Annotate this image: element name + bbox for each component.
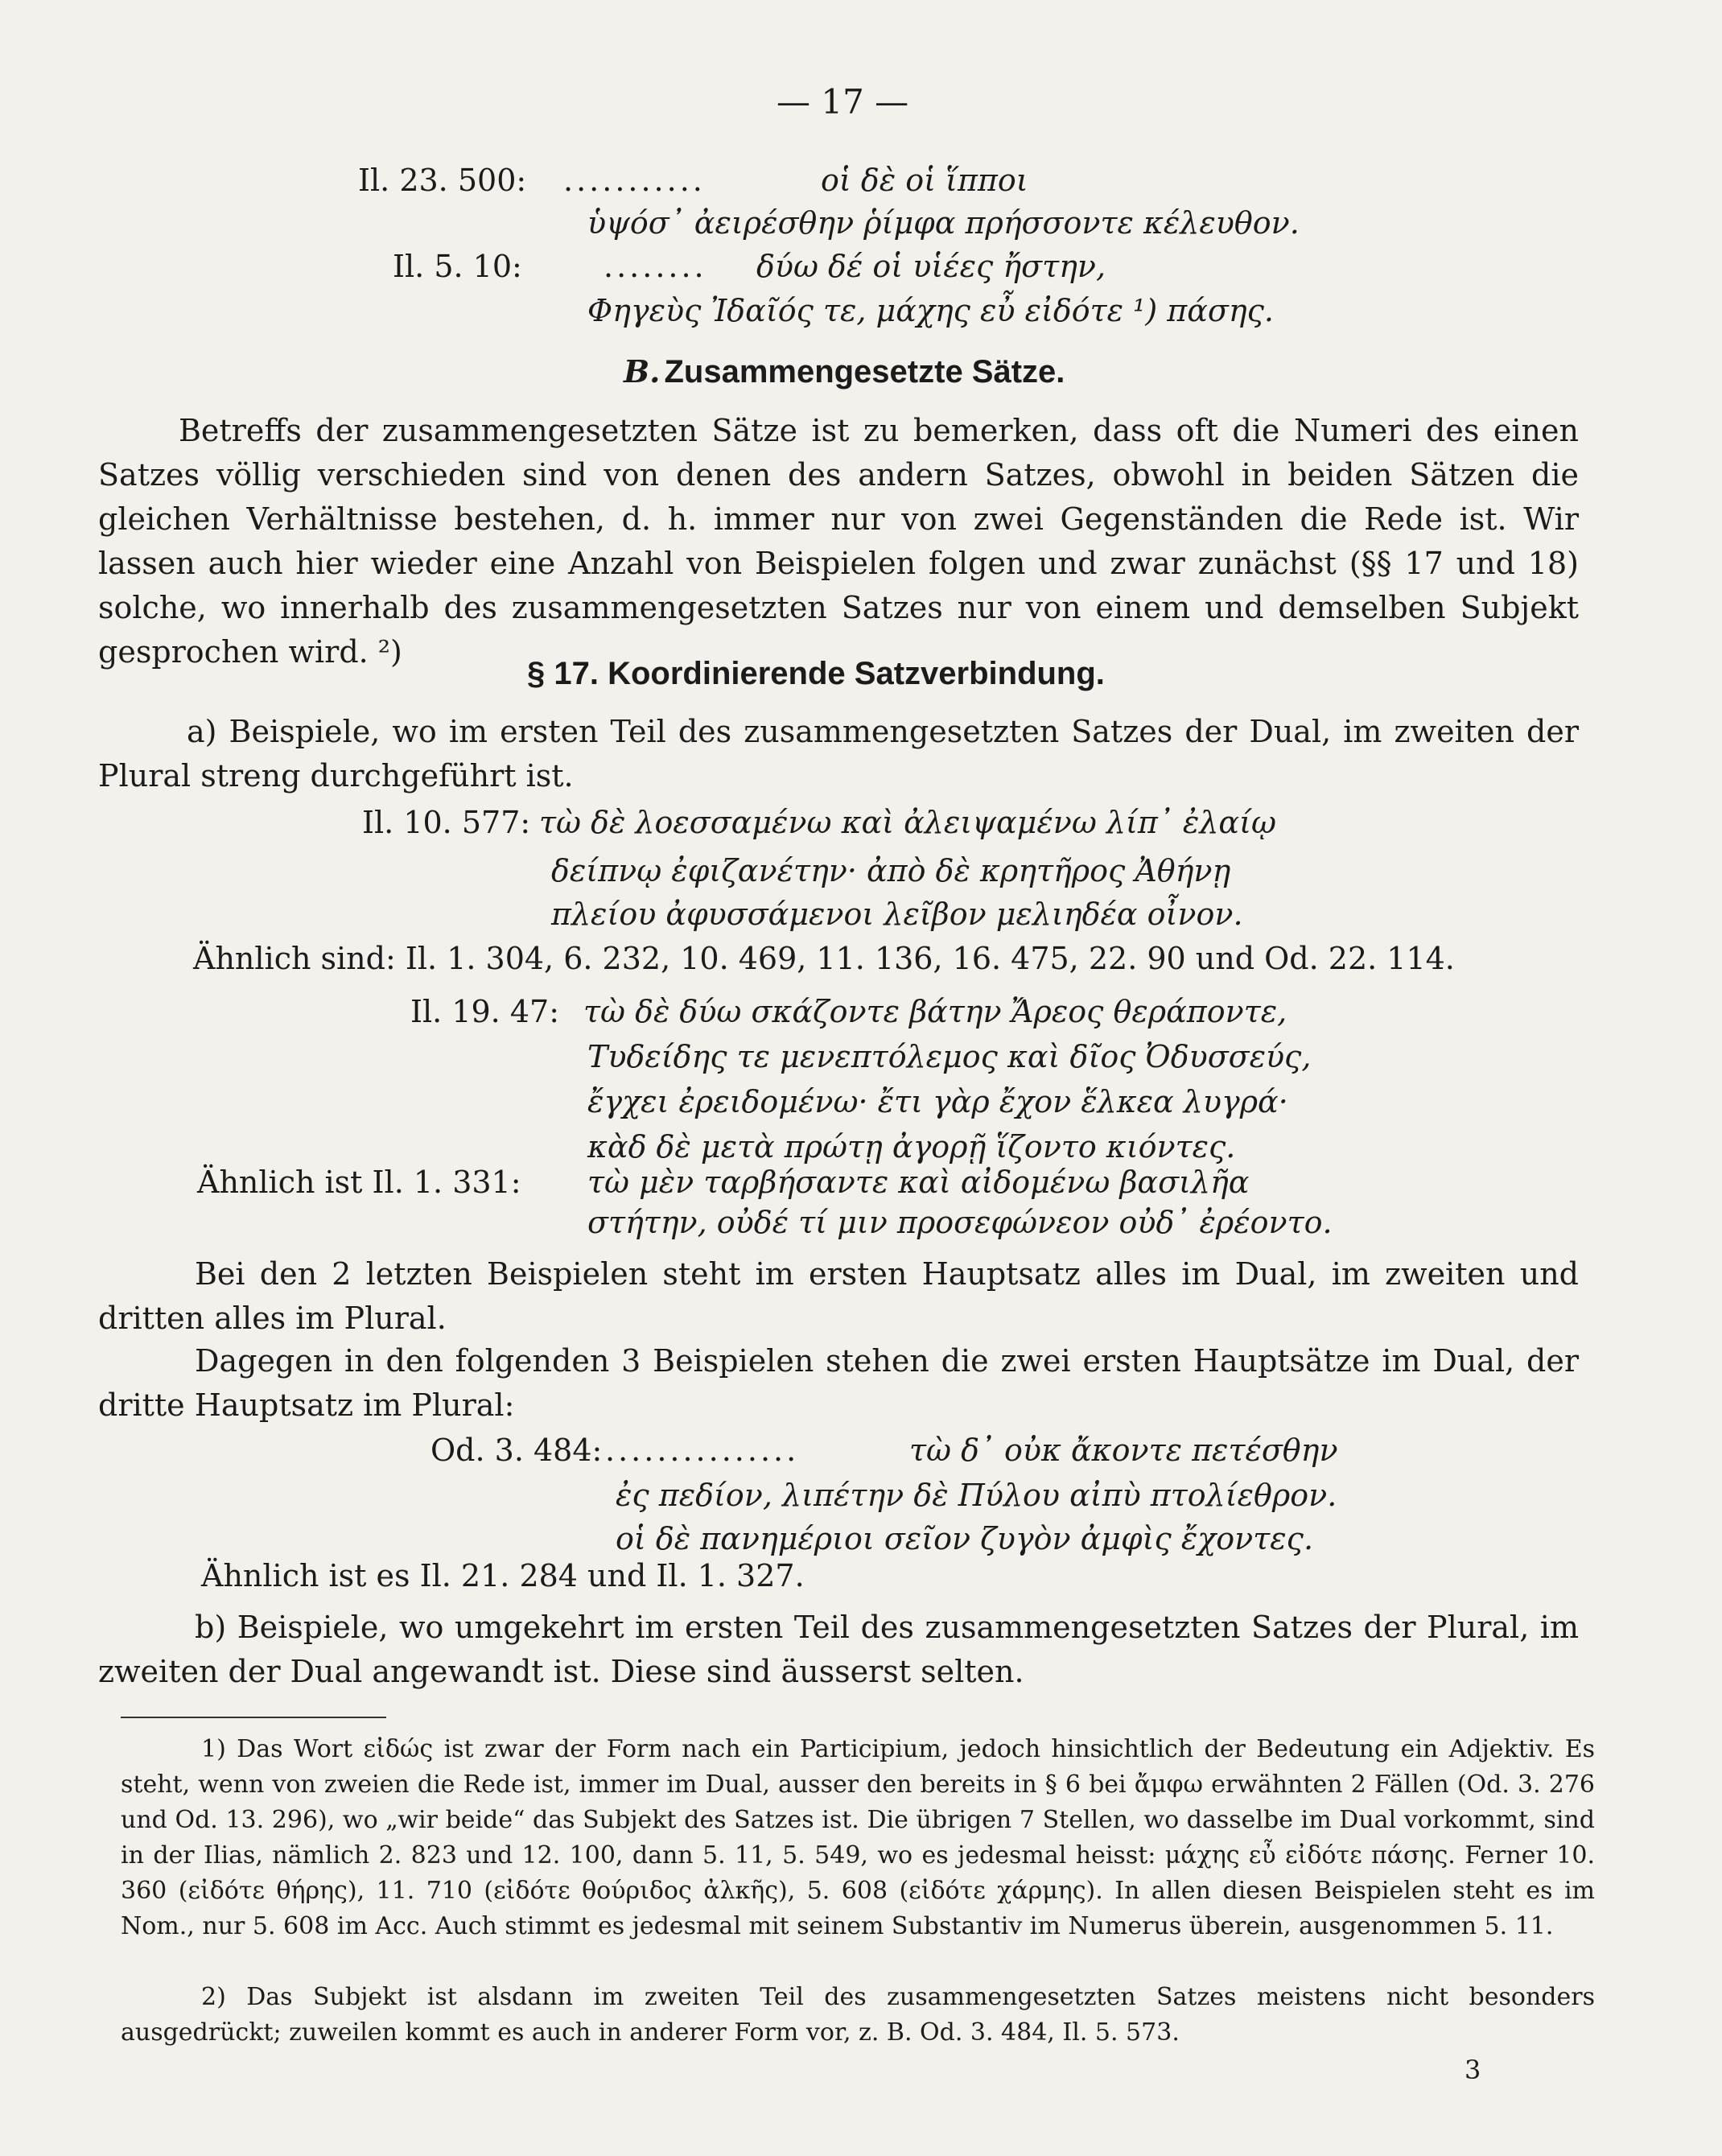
leader-dots: ...............: [605, 1433, 800, 1468]
greek-verse: τὼ δὲ δύω σκάζοντε βάτην Ἄρεος θεράποντε,: [583, 994, 1287, 1029]
greek-verse: Τυδείδης τε μενεπτόλεμος καὶ δῖος Ὀδυσσεύς,: [587, 1039, 1312, 1074]
greek-verse: ἔγχει ἐρειδομένω· ἔτι γὰρ ἔχον ἕλκεα λυγρά·: [587, 1084, 1288, 1119]
greek-verse: οἱ δὲ οἱ ἵπποι: [821, 163, 1028, 198]
similar-references: Ähnlich ist es Il. 21. 284 und Il. 1. 327.: [201, 1558, 805, 1593]
example-ref: Od. 3. 484:: [430, 1433, 603, 1468]
section-title: Zusammengesetzte Sätze.: [664, 354, 1065, 390]
paragraph-explanation: Bei den 2 letzten Beispielen steht im ersten Hauptsatz alles im Dual, im zweiten und dritten alles im Plural.: [98, 1256, 1579, 1336]
greek-verse: δείπνῳ ἐφιζανέτην· ἀπὸ δὲ κρητῆρος Ἀθήνῃ: [551, 853, 1231, 888]
leader-dots: ........: [604, 249, 707, 284]
greek-verse: στήτην, οὐδέ τί μιν προσεφώνεον οὐδ᾽ ἐρέοντο.: [587, 1205, 1333, 1240]
greek-verse: Φηγεὺς Ἰδαῖός τε, μάχης εὖ εἰδότε ¹) πάσης.: [587, 293, 1274, 328]
signature-mark: 3: [1465, 2055, 1481, 2085]
example-ref: Il. 19. 47:: [410, 994, 559, 1029]
greek-verse: τὼ δὲ λοεσσαμένω καὶ ἀλειψαμένω λίπ᾽ ἐλαίῳ: [539, 805, 1276, 840]
leader-dots: ...........: [563, 163, 706, 198]
paragraph-b: b) Beispiele, wo umgekehrt im ersten Teil des zusammengesetzten Satzes der Plural, im zweiten der Dual angewandt ist. Diese sind äusserst selten.: [98, 1610, 1579, 1689]
greek-verse: πλείου ἀφυσσάμενοι λεῖβον μελιηδέα οἶνον.: [551, 897, 1243, 932]
greek-verse: τὼ δ᾽ οὐκ ἄκοντε πετέσθην: [909, 1433, 1338, 1468]
section-heading-b: [624, 354, 1065, 390]
paragraph-intro: Betreffs der zusammengesetzten Sätze ist zu bemerken, dass oft die Numeri des einen Satzes völlig verschieden sind von denen des andern Satzes, obwohl in beiden Sätzen die gleichen Verhältnisse bestehen, d. h. immer nur von zwei Gegenständen die Rede ist. Wir lassen auch hier wieder eine Anzahl von Beispielen folgen und zwar zunächst (§§ 17 und 18) solche, wo innerhalb des zusammengesetzten Satzes nur von einem und demselben Subjekt gesprochen wird. ²): [98, 413, 1579, 670]
example-ref: Il. 5. 10:: [393, 249, 522, 284]
example-ref: Il. 10. 577:: [362, 805, 531, 840]
greek-verse: ὑψόσ᾽ ἀειρέσθην ῥίμφα πρήσσοντε κέλευθον.: [587, 205, 1300, 241]
similar-references: Ähnlich sind: Il. 1. 304, 6. 232, 10. 469, 11. 136, 16. 475, 22. 90 und Od. 22. 114.: [193, 941, 1455, 976]
example-ref: Il. 23. 500:: [358, 163, 527, 198]
greek-verse: δύω δέ οἱ υἱέες ἤστην,: [756, 249, 1106, 284]
paragraph-a: a) Beispiele, wo im ersten Teil des zusammengesetzten Satzes der Dual, im zweiten der Plural streng durchgeführt ist.: [98, 714, 1579, 794]
greek-verse: τὼ μὲν ταρβήσαντε καὶ αἰδομένω βασιλῆα: [587, 1165, 1250, 1200]
greek-verse: οἱ δὲ πανημέριοι σεῖον ζυγὸν ἀμφὶς ἔχοντες.: [616, 1521, 1314, 1556]
paragraph-dagegen: Dagegen in den folgenden 3 Beispielen stehen die zwei ersten Hauptsätze im Dual, der dritte Hauptsatz im Plural:: [98, 1343, 1579, 1423]
section-heading-17: § 17. Koordinierende Satzverbindung.: [527, 656, 1105, 691]
section-letter: B.: [624, 353, 661, 390]
footnote-rule: [121, 1717, 386, 1718]
greek-verse: ἐς πεδίον, λιπέτην δὲ Πύλου αἰπὺ πτολίεθρον.: [616, 1478, 1337, 1513]
footnote-2: 2) Das Subjekt ist alsdann im zweiten Teil des zusammengesetzten Satzes meistens nicht besonders ausgedrückt; zuweilen kommt es auch in anderer Form vor, z. B. Od. 3. 484, Il. 5. 573.: [121, 1983, 1595, 2047]
example-ref: Ähnlich ist Il. 1. 331:: [197, 1165, 521, 1200]
footnote-1: 1) Das Wort εἰδώς ist zwar der Form nach ein Participium, jedoch hinsichtlich der Bedeutung ein Adjektiv. Es steht, wenn von zweien die Rede ist, immer im Dual, ausser den bereits in § 6 bei ἄμφω erwähnten 2 Fällen (Od. 3. 276 und Od. 13. 296), wo „wir beide“ das Subjekt des Satzes ist. Die übrigen 7 Stellen, wo dasselbe im Dual vorkommt, sind in der Ilias, nämlich 2. 823 und 12. 100, dann 5. 11, 5. 549, wo es jedesmal heisst: μάχης εὖ εἰδότε πάσης. Ferner 10. 360 (εἰδότε θήρης), 11. 710 (εἰδότε θούριδος ἀλκῆς), 5. 608 (εἰδότε χάρμης). In allen diesen Beispielen steht es im Nom., nur 5. 608 im Acc. Auch stimmt es jedesmal mit seinem Substantiv im Numerus überein, ausgenommen 5. 11.: [121, 1735, 1595, 1940]
greek-verse: κὰδ δὲ μετὰ πρώτῃ ἀγορῇ ἵζοντο κιόντες.: [587, 1129, 1236, 1165]
page-number: — 17 —: [777, 82, 909, 122]
